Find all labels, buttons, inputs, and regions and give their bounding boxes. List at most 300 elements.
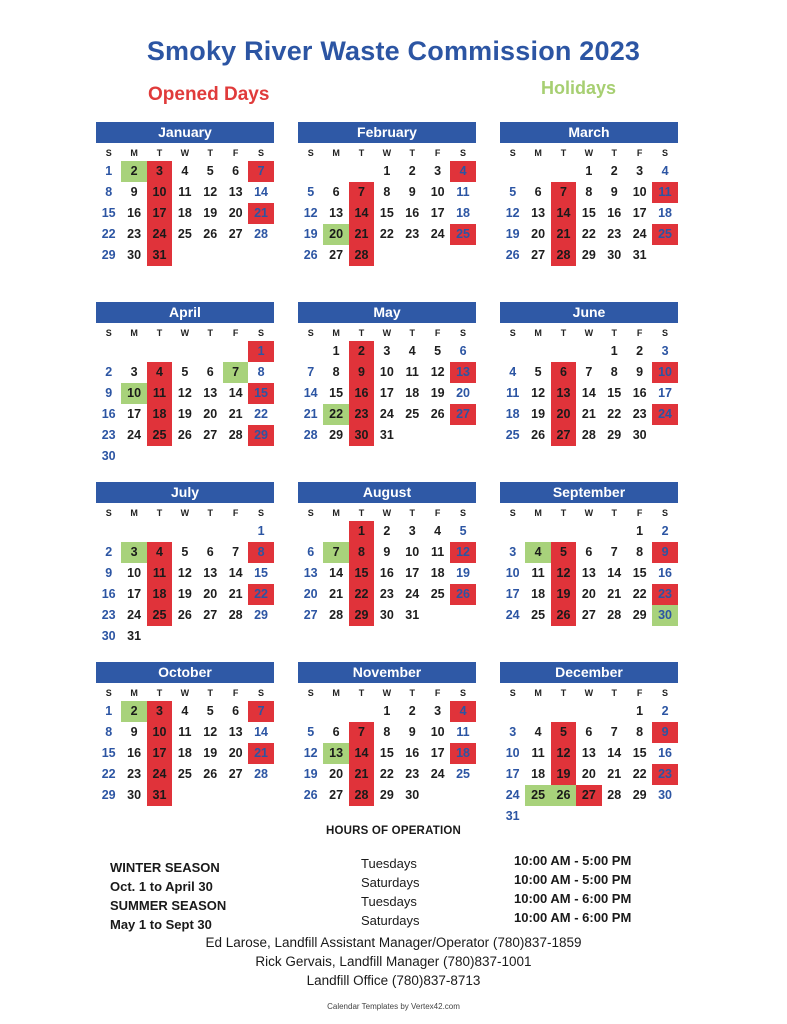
open-day: 21 — [349, 764, 374, 785]
day-cell: 25 — [531, 608, 546, 622]
weekday-label: F — [636, 688, 643, 698]
day-cell: 30 — [101, 629, 116, 643]
day-cell: 9 — [383, 545, 391, 559]
month-june — [500, 302, 678, 446]
empty-cell — [121, 521, 146, 542]
month-header: October — [96, 662, 274, 683]
day-cell: 23 — [405, 227, 420, 241]
day-cell: 8 — [332, 365, 340, 379]
empty-cell — [298, 161, 323, 182]
open-day: 25 — [147, 605, 172, 626]
open-day: 14 — [551, 203, 576, 224]
day-cell: 6 — [585, 545, 593, 559]
open-day: 27 — [551, 425, 576, 446]
day-cell: 16 — [127, 206, 142, 220]
day-cell: 4 — [181, 164, 189, 178]
open-day: 9 — [652, 722, 677, 743]
day-cell: 30 — [632, 428, 647, 442]
contact-manager: Rick Gervais, Landfill Manager (780)837-1001 — [255, 954, 532, 969]
day-cell: 19 — [203, 206, 218, 220]
weekday-label: M — [332, 688, 340, 698]
weekday-label: M — [332, 328, 340, 338]
weekday-label: S — [460, 688, 467, 698]
day-cell: 4 — [509, 365, 517, 379]
day-cell: 10 — [405, 545, 420, 559]
weekday-label: M — [332, 148, 340, 158]
empty-cell — [172, 341, 197, 362]
weekday-label: T — [611, 148, 617, 158]
day-cell: 15 — [607, 386, 622, 400]
day-cell: 10 — [505, 746, 520, 760]
day-cell: 16 — [405, 206, 420, 220]
day-cell: 2 — [408, 164, 416, 178]
day-cell: 20 — [531, 227, 546, 241]
day-cell: 29 — [632, 788, 647, 802]
day-cell: 14 — [607, 566, 622, 580]
month-header: January — [96, 122, 274, 143]
day-cell: 8 — [383, 185, 391, 199]
day-cell: 16 — [632, 386, 647, 400]
weekday-label: F — [232, 688, 239, 698]
weekday-label: S — [105, 328, 112, 338]
month-grid — [500, 685, 678, 827]
empty-cell — [576, 341, 601, 362]
open-day: 24 — [147, 764, 172, 785]
day-cell: 20 — [581, 587, 596, 601]
weekday-label: S — [258, 688, 265, 698]
day-cell: 14 — [329, 566, 344, 580]
day-cell: 14 — [254, 185, 268, 199]
day-cell: 6 — [459, 344, 467, 358]
day-cell: 23 — [632, 407, 647, 421]
weekday-label: F — [232, 508, 239, 518]
day-cell: 26 — [203, 227, 218, 241]
day-cell: 27 — [303, 608, 318, 622]
month-december — [500, 662, 678, 827]
open-day: 28 — [349, 785, 374, 806]
empty-cell — [147, 521, 172, 542]
day-cell: 16 — [658, 746, 672, 760]
open-day: 29 — [248, 425, 273, 446]
day-cell: 15 — [329, 386, 344, 400]
day-cell: 9 — [130, 725, 138, 739]
open-day: 11 — [147, 383, 172, 404]
day-cell: 30 — [607, 248, 622, 262]
day-cell: 9 — [408, 725, 416, 739]
day-cell: 24 — [430, 227, 445, 241]
day-cell: 14 — [254, 725, 268, 739]
day-cell: 2 — [383, 524, 391, 538]
month-header: July — [96, 482, 274, 503]
open-day: 21 — [349, 224, 374, 245]
open-day: 21 — [551, 224, 576, 245]
month-february — [298, 122, 476, 266]
day-cell: 16 — [127, 746, 142, 760]
open-day: 18 — [147, 584, 172, 605]
day-cell: 3 — [661, 344, 669, 358]
open-day: 2 — [349, 341, 374, 362]
open-day: 10 — [147, 182, 172, 203]
day-cell: 13 — [203, 386, 218, 400]
open-day: 4 — [450, 701, 475, 722]
weekday-label: T — [358, 688, 365, 698]
day-cell: 20 — [203, 587, 218, 601]
day-cell: 22 — [379, 227, 394, 241]
empty-cell — [323, 161, 348, 182]
empty-cell — [96, 341, 121, 362]
month-header: March — [500, 122, 678, 143]
legend-holidays: Holidays — [541, 78, 617, 98]
open-day: 30 — [349, 425, 374, 446]
hours-day: Tuesdays — [361, 856, 417, 871]
day-cell: 22 — [101, 227, 116, 241]
empty-cell — [551, 701, 576, 722]
empty-cell — [298, 341, 323, 362]
month-header: February — [298, 122, 476, 143]
weekday-label: S — [509, 688, 516, 698]
weekday-label: S — [258, 148, 265, 158]
weekday-label: T — [207, 508, 213, 518]
weekday-label: T — [560, 508, 567, 518]
weekday-label: F — [434, 328, 441, 338]
day-cell: 20 — [228, 206, 243, 220]
open-day: 14 — [349, 203, 374, 224]
day-cell: 2 — [661, 704, 669, 718]
weekday-label: T — [409, 148, 415, 158]
day-cell: 25 — [405, 407, 420, 421]
empty-cell — [551, 161, 576, 182]
day-cell: 26 — [430, 407, 445, 421]
day-cell: 4 — [181, 704, 189, 718]
weekday-label: T — [409, 328, 415, 338]
empty-cell — [602, 521, 627, 542]
day-cell: 31 — [405, 608, 420, 622]
day-cell: 15 — [254, 566, 268, 580]
weekday-label: M — [130, 508, 138, 518]
open-day: 7 — [248, 701, 273, 722]
empty-cell — [525, 701, 550, 722]
empty-cell — [500, 161, 525, 182]
day-cell: 18 — [531, 767, 546, 781]
day-cell: 27 — [228, 227, 243, 241]
day-cell: 6 — [206, 365, 214, 379]
month-header: August — [298, 482, 476, 503]
month-july — [96, 482, 274, 647]
day-cell: 14 — [228, 386, 243, 400]
day-cell: 23 — [607, 227, 622, 241]
weekday-label: F — [636, 148, 643, 158]
day-cell: 29 — [329, 428, 344, 442]
day-cell: 26 — [505, 248, 520, 262]
holiday-day: 20 — [323, 224, 348, 245]
weekday-label: T — [156, 148, 163, 158]
open-day: 15 — [248, 383, 273, 404]
day-cell: 21 — [228, 587, 243, 601]
month-may — [298, 302, 476, 446]
weekday-label: T — [611, 688, 617, 698]
day-cell: 4 — [434, 524, 442, 538]
hours-time: 10:00 AM - 5:00 PM — [514, 872, 632, 887]
month-grid — [500, 325, 678, 446]
day-cell: 19 — [177, 587, 192, 601]
day-cell: 31 — [632, 248, 647, 262]
day-cell: 3 — [434, 164, 442, 178]
day-cell: 10 — [430, 725, 445, 739]
template-credit: Calendar Templates by Vertex42.com — [327, 1002, 460, 1011]
open-day: 10 — [652, 362, 677, 383]
day-cell: 23 — [127, 227, 142, 241]
weekday-label: M — [534, 148, 542, 158]
weekday-label: T — [358, 508, 365, 518]
open-day: 15 — [349, 563, 374, 584]
day-cell: 18 — [658, 206, 672, 220]
holiday-day: 2 — [121, 701, 146, 722]
open-day: 1 — [349, 521, 374, 542]
open-day: 22 — [248, 584, 273, 605]
open-day: 16 — [349, 383, 374, 404]
open-day: 22 — [349, 584, 374, 605]
holiday-day: 26 — [551, 785, 576, 806]
day-cell: 12 — [531, 386, 546, 400]
day-cell: 23 — [405, 767, 420, 781]
open-day: 13 — [551, 383, 576, 404]
day-cell: 7 — [307, 365, 315, 379]
weekday-label: S — [662, 328, 669, 338]
hours-day: Tuesdays — [361, 894, 417, 909]
day-cell: 2 — [105, 545, 113, 559]
day-cell: 12 — [203, 725, 218, 739]
empty-cell — [500, 701, 525, 722]
contact-assistant-manager: Ed Larose, Landfill Assistant Manager/Operator (780)837-1859 — [205, 935, 582, 950]
day-cell: 6 — [332, 725, 340, 739]
open-day: 4 — [450, 161, 475, 182]
weekday-label: F — [232, 328, 239, 338]
weekday-label: S — [509, 148, 516, 158]
day-cell: 9 — [610, 185, 618, 199]
day-cell: 27 — [203, 608, 218, 622]
open-day: 14 — [349, 743, 374, 764]
day-cell: 13 — [581, 746, 596, 760]
day-cell: 8 — [257, 365, 265, 379]
day-cell: 5 — [181, 365, 189, 379]
month-grid — [96, 145, 274, 266]
day-cell: 2 — [610, 164, 618, 178]
day-cell: 28 — [303, 428, 318, 442]
open-day: 27 — [576, 785, 601, 806]
weekday-label: S — [307, 148, 314, 158]
weekday-label: W — [180, 148, 190, 158]
weekday-label: T — [358, 328, 365, 338]
day-cell: 3 — [130, 365, 138, 379]
day-cell: 12 — [203, 185, 218, 199]
day-cell: 19 — [203, 746, 218, 760]
day-cell: 9 — [105, 566, 113, 580]
open-day: 9 — [349, 362, 374, 383]
day-cell: 28 — [228, 608, 243, 622]
day-cell: 21 — [607, 587, 622, 601]
open-day: 20 — [551, 404, 576, 425]
day-cell: 22 — [101, 767, 116, 781]
empty-cell — [500, 341, 525, 362]
day-cell: 27 — [581, 608, 596, 622]
empty-cell — [223, 521, 248, 542]
day-cell: 22 — [632, 587, 647, 601]
weekday-label: S — [307, 688, 314, 698]
day-cell: 3 — [636, 164, 644, 178]
day-cell: 29 — [632, 608, 647, 622]
month-grid — [96, 325, 274, 467]
hours-time: 10:00 AM - 5:00 PM — [514, 853, 632, 868]
empty-cell — [349, 161, 374, 182]
day-cell: 20 — [228, 746, 243, 760]
day-cell: 16 — [607, 206, 622, 220]
day-cell: 3 — [434, 704, 442, 718]
day-cell: 12 — [303, 206, 318, 220]
day-cell: 5 — [206, 704, 214, 718]
empty-cell — [551, 341, 576, 362]
day-cell: 3 — [509, 725, 517, 739]
open-day: 25 — [450, 224, 475, 245]
day-cell: 24 — [632, 227, 647, 241]
open-day: 3 — [147, 701, 172, 722]
empty-cell — [147, 341, 172, 362]
open-day: 23 — [349, 404, 374, 425]
empty-cell — [323, 701, 348, 722]
day-cell: 7 — [610, 545, 618, 559]
weekday-label: F — [636, 508, 643, 518]
day-cell: 19 — [456, 566, 470, 580]
day-cell: 14 — [581, 386, 596, 400]
day-cell: 1 — [585, 164, 593, 178]
open-day: 24 — [147, 224, 172, 245]
weekday-label: M — [534, 688, 542, 698]
weekday-label: W — [382, 508, 392, 518]
day-cell: 13 — [203, 566, 218, 580]
weekday-label: S — [509, 508, 516, 518]
open-day: 19 — [551, 584, 576, 605]
day-cell: 28 — [607, 608, 622, 622]
day-cell: 25 — [430, 587, 445, 601]
open-day: 7 — [349, 722, 374, 743]
holiday-day: 2 — [121, 161, 146, 182]
day-cell: 15 — [101, 746, 116, 760]
day-cell: 24 — [405, 587, 420, 601]
weekday-label: T — [409, 508, 415, 518]
day-cell: 25 — [177, 767, 192, 781]
open-day: 4 — [147, 542, 172, 563]
day-cell: 30 — [405, 788, 420, 802]
empty-cell — [525, 521, 550, 542]
day-cell: 1 — [105, 704, 113, 718]
day-cell: 4 — [661, 164, 669, 178]
day-cell: 26 — [203, 767, 218, 781]
empty-cell — [298, 701, 323, 722]
day-cell: 31 — [505, 809, 520, 823]
day-cell: 13 — [581, 566, 596, 580]
open-day: 27 — [450, 404, 475, 425]
day-cell: 25 — [456, 767, 470, 781]
day-cell: 22 — [632, 767, 647, 781]
day-cell: 8 — [610, 365, 618, 379]
day-cell: 27 — [329, 248, 344, 262]
day-cell: 11 — [506, 386, 520, 400]
hours-time: 10:00 AM - 6:00 PM — [514, 910, 632, 925]
open-day: 29 — [349, 605, 374, 626]
day-cell: 30 — [379, 608, 394, 622]
day-cell: 9 — [408, 185, 416, 199]
day-cell: 24 — [127, 428, 142, 442]
weekday-label: S — [307, 508, 314, 518]
month-grid — [500, 145, 678, 266]
day-cell: 2 — [408, 704, 416, 718]
weekday-label: T — [156, 508, 163, 518]
day-cell: 16 — [101, 407, 116, 421]
month-march — [500, 122, 678, 266]
day-cell: 5 — [307, 185, 315, 199]
empty-cell — [576, 521, 601, 542]
day-cell: 29 — [101, 788, 116, 802]
season-winter-label: WINTER SEASON — [110, 860, 220, 875]
day-cell: 17 — [505, 587, 520, 601]
day-cell: 22 — [581, 227, 596, 241]
day-cell: 6 — [585, 725, 593, 739]
empty-cell — [298, 521, 323, 542]
open-day: 23 — [652, 584, 677, 605]
day-cell: 13 — [329, 206, 344, 220]
day-cell: 26 — [177, 428, 192, 442]
day-cell: 3 — [408, 524, 416, 538]
day-cell: 20 — [329, 767, 344, 781]
open-day: 8 — [349, 542, 374, 563]
day-cell: 15 — [632, 746, 647, 760]
day-cell: 19 — [177, 407, 192, 421]
day-cell: 24 — [505, 788, 520, 802]
day-cell: 10 — [430, 185, 445, 199]
day-cell: 5 — [534, 365, 542, 379]
weekday-label: M — [130, 148, 138, 158]
open-day: 24 — [652, 404, 677, 425]
day-cell: 27 — [203, 428, 218, 442]
open-day: 18 — [147, 404, 172, 425]
day-cell: 28 — [228, 428, 243, 442]
day-cell: 26 — [177, 608, 192, 622]
open-day: 7 — [551, 182, 576, 203]
empty-cell — [500, 521, 525, 542]
day-cell: 17 — [632, 206, 647, 220]
day-cell: 30 — [658, 788, 672, 802]
weekday-label: W — [584, 328, 594, 338]
weekday-label: S — [460, 148, 467, 158]
day-cell: 1 — [383, 164, 391, 178]
open-day: 17 — [147, 743, 172, 764]
empty-cell — [323, 521, 348, 542]
day-cell: 17 — [505, 767, 520, 781]
day-cell: 17 — [430, 206, 445, 220]
weekday-label: F — [434, 508, 441, 518]
holiday-day: 7 — [223, 362, 248, 383]
day-cell: 13 — [228, 185, 243, 199]
empty-cell — [121, 341, 146, 362]
open-day: 28 — [551, 245, 576, 266]
open-day: 5 — [551, 542, 576, 563]
legend-opened-days: Opened Days — [148, 84, 270, 105]
day-cell: 15 — [379, 206, 394, 220]
open-day: 11 — [147, 563, 172, 584]
weekday-label: M — [534, 328, 542, 338]
holiday-day: 4 — [525, 542, 550, 563]
open-day: 6 — [551, 362, 576, 383]
hours-day: Saturdays — [361, 913, 420, 928]
